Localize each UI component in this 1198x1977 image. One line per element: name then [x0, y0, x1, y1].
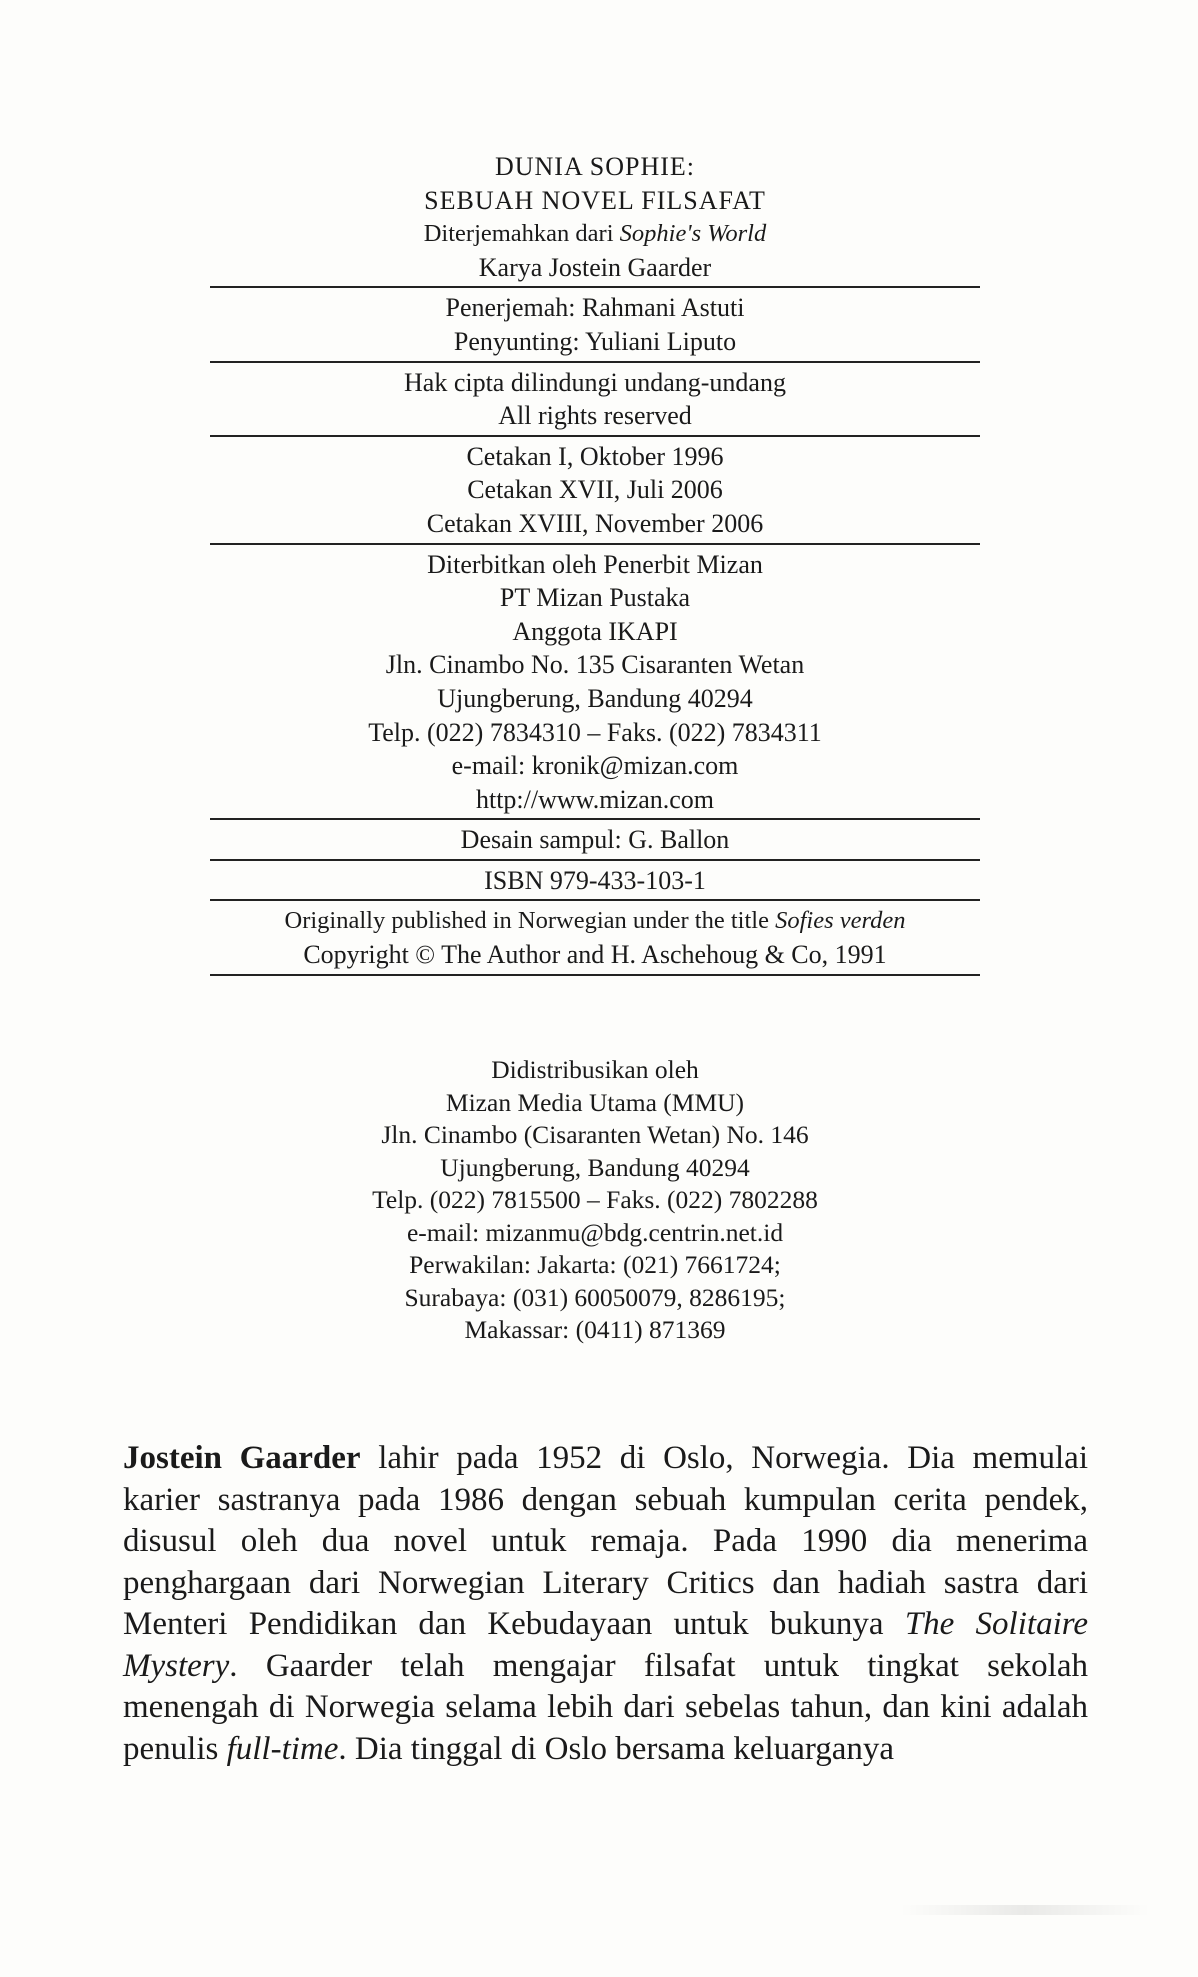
bio-text-1: lahir pada 1952 di Oslo, Norwegia. Dia memulai karier sastranya pada 1986 dengan sebuah kumpulan cerita pendek, disusul oleh dua novel untuk remaja. Pada 1990 dia menerima penghargaan dari Norwegian Literary Critics dan hadiah sastra dari Menteri Pendidikan dan Kebudayaan untuk bukunya — [123, 1440, 1088, 1642]
translator-line: Penerjemah: Rahmani Astuti — [445, 293, 745, 323]
distributor-address-2: Ujungberung, Bandung 40294 — [440, 1152, 750, 1182]
original-prefix: Originally published in Norwegian under the title — [284, 907, 776, 935]
book-title-line1: DUNIA SOPHIE: — [494, 152, 696, 181]
bio-text-3: . Dia tinggal di Oslo bersama keluarganya — [338, 1730, 895, 1767]
divider — [210, 818, 980, 820]
divider — [210, 974, 980, 976]
publisher-address-2: Ujungberung, Bandung 40294 — [437, 683, 753, 713]
publisher-address-1: Jln. Cinambo No. 135 Cisaranten Wetan — [385, 650, 805, 680]
publisher-email: e-mail: kronik@mizan.com — [451, 751, 739, 781]
printing-3: Cetakan XVIII, November 2006 — [426, 508, 764, 538]
bio-text-2: . Gaarder telah mengajar filsafat untuk tingkat sekolah menengah di Norwegia selama lebih dari sebelas tahun, dan kini adalah penulis — [123, 1647, 1088, 1767]
author-line: Karya Jostein Gaarder — [478, 252, 712, 282]
divider — [210, 435, 980, 437]
translated-from — [210, 217, 980, 251]
distributor-phone: Telp. (022) 7815500 – Faks. (022) 7802288 — [372, 1185, 818, 1214]
rights-reserved: All rights reserved — [498, 401, 692, 431]
isbn: ISBN 979-433-103-1 — [484, 865, 706, 895]
book-title-line2: SEBUAH NOVEL FILSAFAT — [424, 185, 766, 215]
printing-1: Cetakan I, Oktober 1996 — [466, 441, 724, 471]
distributor-address-1: Jln. Cinambo (Cisaranten Wetan) No. 146 — [381, 1120, 809, 1149]
editor-line: Penyunting: Yuliani Liputo — [453, 326, 737, 356]
publisher-by: Diterbitkan oleh Penerbit Mizan — [427, 549, 763, 579]
author-bio — [123, 1438, 1088, 1770]
distributor-name: Mizan Media Utama (MMU) — [445, 1087, 745, 1117]
colophon-block — [210, 150, 980, 979]
distributor-branch-2: Surabaya: (031) 60050079, 8286195; — [404, 1282, 786, 1312]
translated-prefix: Diterjemahkan dari — [423, 220, 620, 248]
distributor-branch-3: Makassar: (0411) 871369 — [464, 1315, 726, 1344]
printing-2: Cetakan XVII, Juli 2006 — [467, 475, 723, 505]
distributor-branch-1: Perwakilan: Jakarta: (021) 7661724; — [409, 1250, 781, 1279]
bio-book-title: The Solitaire Mystery — [123, 1606, 1088, 1684]
divider — [210, 859, 980, 861]
publisher-member: Anggota IKAPI — [512, 616, 678, 646]
publisher-name: PT Mizan Pustaka — [499, 583, 691, 613]
divider — [210, 899, 980, 901]
original-publication — [210, 904, 980, 938]
original-english-title: Sophie's World — [619, 220, 767, 248]
publisher-phone: Telp. (022) 7834310 – Faks. (022) 7834311 — [368, 717, 822, 747]
copyright-line: Copyright © The Author and H. Aschehoug & Co, 1991 — [303, 940, 887, 970]
publisher-website: http://www.mizan.com — [475, 784, 715, 814]
bio-fulltime: full-time — [226, 1730, 339, 1767]
copyright-notice: Hak cipta dilindungi undang-undang — [404, 367, 786, 397]
distributor-email: e-mail: mizanmu@bdg.centrin.net.id — [406, 1217, 784, 1247]
divider — [210, 361, 980, 363]
divider — [210, 543, 980, 545]
distribution-heading: Didistribusikan oleh — [491, 1055, 699, 1084]
divider — [210, 286, 980, 288]
distribution-block — [290, 1054, 900, 1347]
page-edge-shadow — [900, 1905, 1150, 1915]
bio-author-name: Jostein Gaarder — [123, 1440, 361, 1476]
cover-design: Desain sampul: G. Ballon — [460, 825, 730, 855]
original-norwegian-title: Sofies verden — [775, 907, 906, 935]
